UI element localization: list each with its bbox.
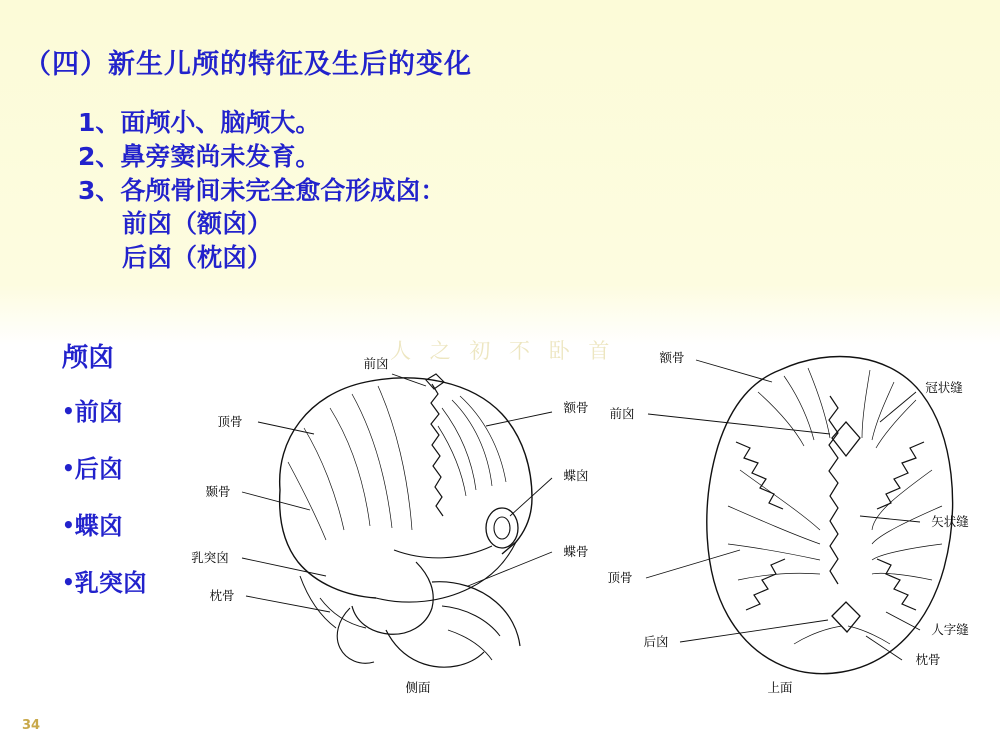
bullet-glyph: •	[62, 456, 75, 480]
label-sphenoid-bone: 蝶骨	[563, 544, 589, 559]
list-item	[62, 506, 147, 541]
label-mastoid-fontanelle: 乳突囟	[191, 550, 229, 565]
label-occipital-bone-superior: 枕骨	[915, 652, 941, 667]
page-title: （四）新生儿颅的特征及生后的变化	[24, 49, 472, 80]
label-sagittal-suture: 矢状缝	[931, 514, 969, 529]
fontanelle-list	[62, 337, 147, 620]
fontanelle-list-heading: 颅囟	[62, 343, 115, 373]
skull-figure	[180, 330, 990, 715]
bullet-list	[78, 106, 445, 275]
list-item-label: 前囟	[74, 398, 123, 426]
superior-leader-lines	[646, 360, 920, 660]
bullet-glyph: •	[62, 513, 75, 537]
label-coronal-suture: 冠状缝	[925, 380, 963, 395]
label-frontal-bone: 额骨	[563, 400, 589, 415]
lateral-skull-drawing	[280, 374, 532, 667]
list-item	[62, 449, 147, 484]
lateral-leader-lines	[242, 374, 552, 612]
list-item: 前囟（额囟）	[122, 209, 273, 239]
label-lambdoid-suture: 人字缝	[931, 622, 969, 637]
label-parietal-bone-superior: 顶骨	[607, 570, 633, 585]
label-frontal-bone-superior: 额骨	[659, 350, 685, 365]
bullet-glyph: •	[62, 570, 75, 594]
list-item-label: 蝶囟	[74, 512, 123, 540]
caption-superior-view: 上面	[767, 680, 793, 695]
label-sphenoidal-fontanelle: 蝶囟	[563, 468, 589, 483]
label-anterior-fontanelle: 前囟	[363, 356, 389, 371]
skull-illustration	[180, 330, 990, 715]
list-item: 后囟（枕囟）	[122, 243, 273, 272]
lateral-view-labels	[191, 356, 588, 603]
list-item-label: 后囟	[74, 455, 123, 483]
page-number: 34	[22, 718, 41, 733]
label-parietal-bone: 顶骨	[217, 414, 243, 429]
superior-skull-drawing	[707, 357, 953, 674]
list-item	[62, 392, 147, 427]
label-temporal-bone: 颞骨	[205, 484, 231, 499]
list-item-label: 乳突囟	[74, 569, 147, 597]
faint-background-text: 人 之 初 不 卧 首	[390, 339, 616, 363]
label-anterior-fontanelle-superior: 前囟	[609, 406, 635, 421]
label-occipital-bone: 枕骨	[209, 588, 235, 603]
list-item: 3、各颅骨间未完全愈合形成囟：	[78, 175, 446, 205]
bullet-glyph: •	[62, 399, 75, 423]
label-posterior-fontanelle: 后囟	[643, 634, 669, 649]
list-item	[62, 563, 147, 598]
list-item: 2、鼻旁窦尚未发育。	[78, 141, 321, 171]
caption-lateral-view: 侧面	[405, 680, 431, 695]
superior-view-labels	[607, 350, 969, 667]
list-item: 1、面颅小、脑颅大。	[78, 108, 321, 137]
